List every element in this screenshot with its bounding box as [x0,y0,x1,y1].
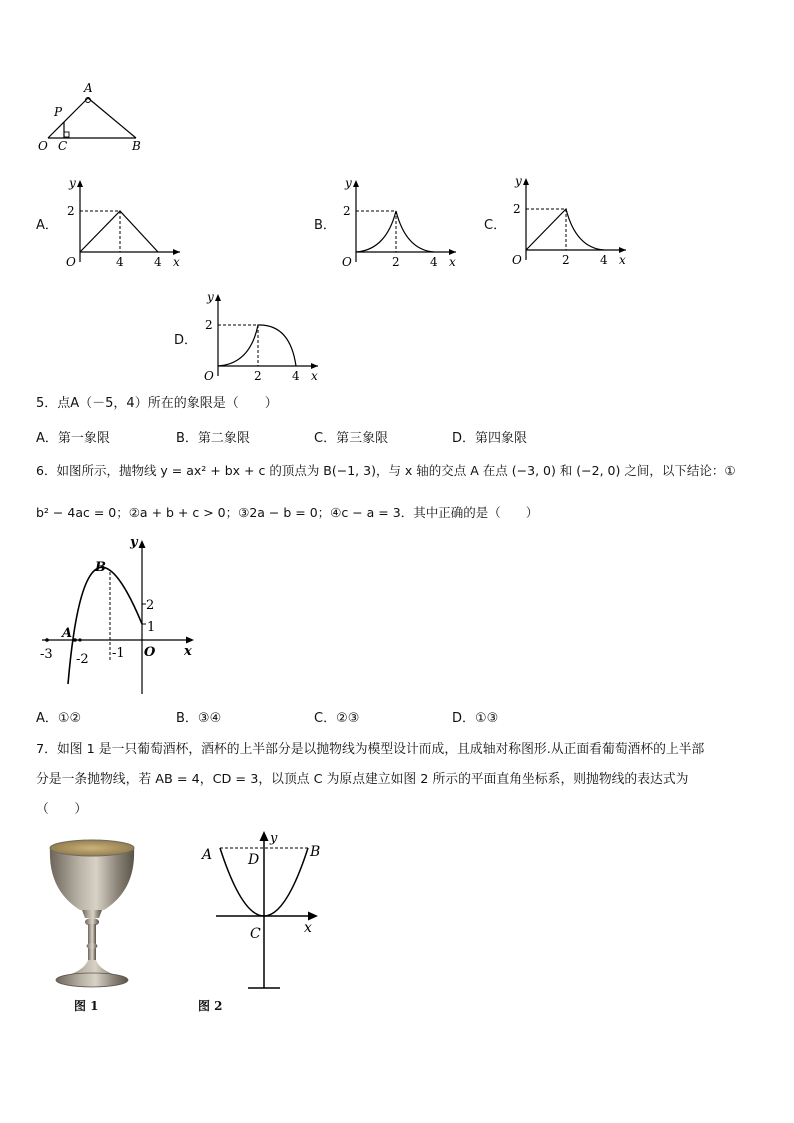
svg-text:O: O [512,253,522,267]
q7-stem-line2: 分是一条抛物线，若 AB = 4，CD = 3，以顶点 C 为原点建立如图 2 所示的平面直角坐标系，则抛物线的表达式为 [36,772,689,787]
svg-text:x: x [311,369,318,383]
q6-option-a: A．①② [36,711,82,726]
svg-text:y: y [345,176,352,190]
svg-text:x: x [619,253,626,267]
graph-option-b [336,174,461,274]
option-a-label: A． [36,218,58,233]
svg-text:O: O [204,369,214,383]
svg-text:-1: -1 [112,646,125,661]
svg-text:y: y [207,290,214,304]
svg-text:2: 2 [254,369,262,383]
svg-text:x: x [449,255,456,269]
option-c-label: C． [484,218,507,233]
option-b-label: B． [314,218,336,233]
svg-text:4: 4 [292,369,300,383]
figure-2-parabola [196,828,326,994]
graph-option-a [60,174,185,274]
svg-text:y: y [130,535,138,550]
graph-option-d [198,288,323,388]
svg-text:x: x [304,920,312,936]
svg-text:O: O [144,645,156,660]
q5-stem: 5．点A（－5，4）所在的象限是（ ） [36,396,278,411]
svg-text:2: 2 [343,204,351,218]
q5-option-c: C．第三象限 [314,431,389,446]
svg-text:A: A [202,847,213,863]
svg-text:y: y [270,831,278,846]
svg-text:D: D [248,852,260,868]
option-d-label: D． [174,333,198,348]
q7-stem-line1: 7．如图 1 是一只葡萄酒杯，酒杯的上半部分是以抛物线为模型设计而成，且成轴对称图形.从正面看葡萄酒杯的上半部 [36,742,705,757]
svg-text:C: C [250,926,261,942]
svg-text:2: 2 [562,253,570,267]
tick-2: 4 [116,255,124,269]
svg-text:-2: -2 [76,652,89,667]
svg-text:B: B [95,560,106,575]
q6-parabola-figure [34,532,204,698]
label-P: P [54,105,63,119]
q7-stem-line3: （ ） [36,802,88,817]
svg-text:1: 1 [147,620,156,635]
q5-option-d: D．第四象限 [452,431,528,446]
svg-text:2: 2 [392,255,400,269]
q6-option-b: B．③④ [176,711,222,726]
svg-text:y: y [515,174,522,188]
svg-text:4: 4 [600,253,608,267]
svg-text:2: 2 [67,204,75,218]
label-A: A [84,81,93,95]
q6-stem-line1: 6．如图所示，抛物线 y = ax² + bx + c 的顶点为 B(−1, 3)，与 x 轴的交点 A 在点 (−3, 0) 和 (−2, 0) 之间，以下结论：① [36,463,736,478]
q5-option-b: B．第二象限 [176,431,250,446]
label-B: B [132,139,141,153]
figure-1-caption: 图 1 [74,999,99,1013]
graph-option-c [506,172,631,272]
q5-option-a: A．第一象限 [36,431,110,446]
wine-glass-image [44,838,140,992]
triangle-figure [34,78,154,158]
svg-text:O: O [66,255,76,269]
svg-text:4: 4 [154,255,162,269]
label-C: C [58,139,68,153]
svg-text:y: y [69,176,76,190]
svg-text:2: 2 [205,318,213,332]
figure-2-caption: 图 2 [198,999,223,1013]
svg-text:4: 4 [430,255,438,269]
svg-text:x: x [184,644,192,659]
q6-stem-line2: b² − 4ac = 0；②a + b + c > 0；③2a − b = 0；④c − a = 3．其中正确的是（ ） [36,505,539,520]
svg-text:2: 2 [513,202,521,216]
svg-text:B: B [310,844,321,860]
label-O: O [38,139,48,153]
svg-text:x: x [173,255,180,269]
svg-text:O: O [342,255,352,269]
q6-option-c: C．②③ [314,711,360,726]
svg-text:2: 2 [146,598,155,613]
q6-option-d: D．①③ [452,711,499,726]
svg-text:A: A [62,626,73,641]
svg-text:-3: -3 [40,647,53,662]
